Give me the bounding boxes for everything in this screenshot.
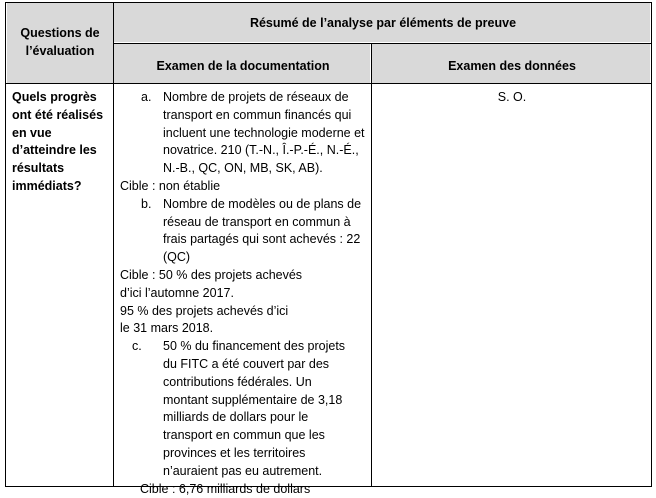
target-b-1: Cible : 50 % des projets achevés d’ici l’automne 2017.: [120, 267, 303, 300]
border-header-mid: [113, 43, 652, 44]
target-a: Cible : non établie: [120, 178, 221, 193]
border-top: [5, 2, 652, 3]
border-col1: [113, 2, 114, 487]
data-value: S. O.: [497, 90, 527, 104]
list-item-c: [120, 338, 370, 480]
border-right: [651, 2, 652, 487]
border-left: [5, 2, 6, 487]
list-text-c: 50 % du financement des projets du FITC a été couvert par des contributions fédérales. Un montant supplémentaire de 3,18 milliards de dollars pour le transport en commun que les provinces et les territoires n’auraient pas eu autrement.: [163, 339, 346, 478]
question-text: Quels progrès ont été réalisés en vue d’atteindre les résultats immédiats?: [12, 90, 104, 193]
list-item-b: [120, 196, 370, 267]
border-header-bottom: [5, 83, 652, 84]
header-data: Examen des données: [448, 59, 576, 73]
target-b-2: 95 % des projets achevés d’ici le 31 mars 2018.: [120, 303, 289, 336]
list-letter-b: b.: [141, 196, 152, 211]
documentation-content: [120, 89, 370, 498]
list-text-b: Nombre de modèles ou de plans de réseau de transport en commun à frais partagés qui sont achevés : 22 (QC): [163, 196, 362, 265]
target-c: Cible : 6,76 milliards de dollars: [140, 481, 311, 496]
border-col2: [371, 43, 372, 487]
list-text-a: Nombre de projets de réseaux de transport en commun financés qui incluent une technologie moderne et novatrice. 210 (T.-N., Î.-P.-É., N.-É., N.-B., QC, ON, MB, SK, AB).: [163, 90, 365, 176]
header-docs: Examen de la documentation: [156, 59, 330, 73]
list-letter-c: c.: [132, 339, 142, 354]
header-questions: Questions de l’évaluation: [20, 26, 100, 58]
list-item-a: [120, 89, 370, 178]
header-summary: Résumé de l’analyse par éléments de preuve: [249, 16, 517, 30]
list-letter-a: a.: [141, 90, 152, 104]
